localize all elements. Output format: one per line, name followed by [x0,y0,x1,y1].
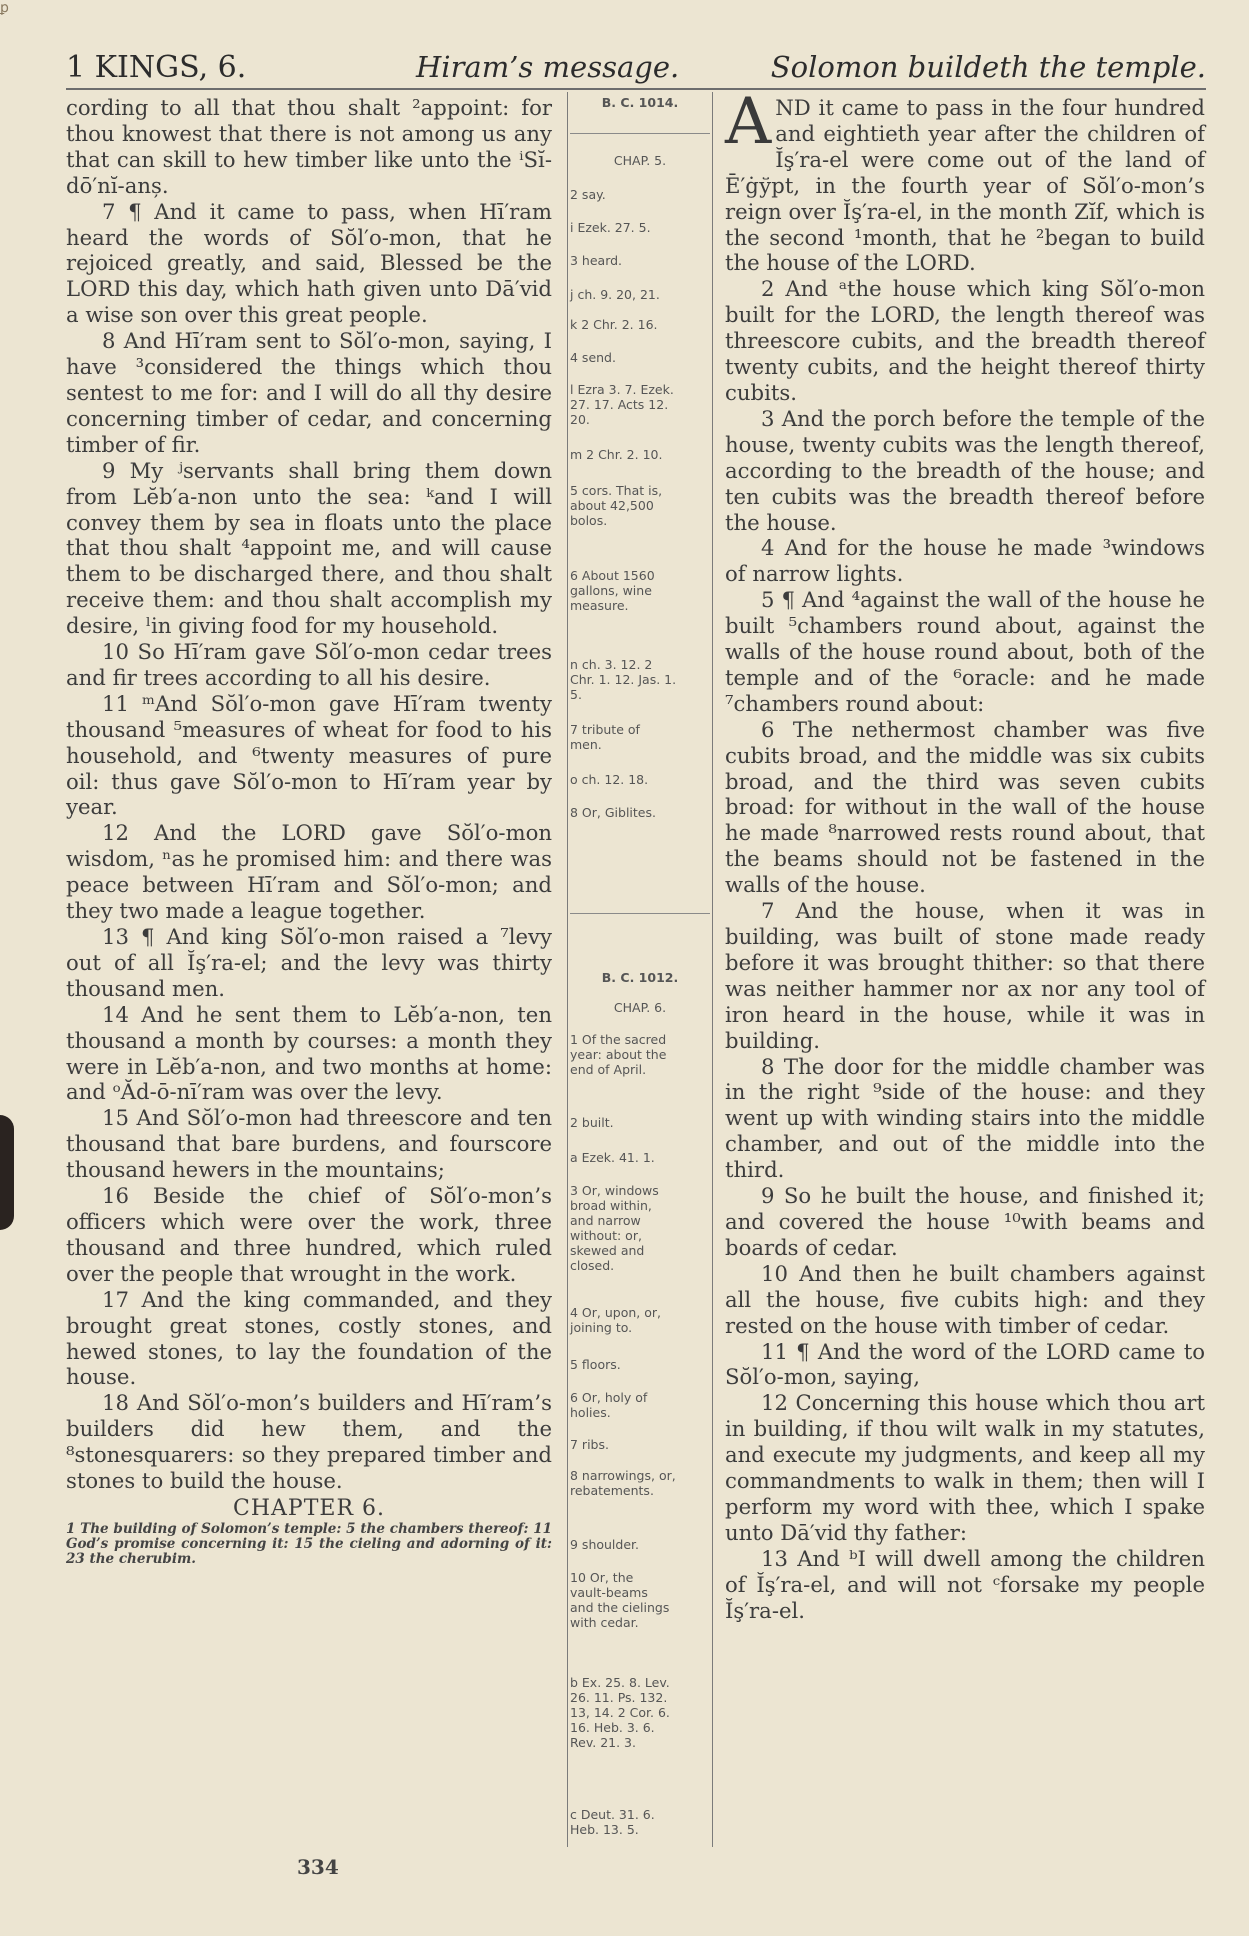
verse: 13 ¶ And king Sŏl′o-mon raised a ⁷levy out of all Ĭş′ra-el; and the levy was thirty thousand men. [66,924,552,1001]
margin-rule [570,133,710,134]
margin-date: B. C. 1014. [601,95,679,110]
page-number: 334 [297,1855,339,1879]
verse: 11 ᵐAnd Sŏl′o-mon gave Hī′ram twenty thousand ⁵measures of wheat for food to his household, and ⁶twenty measures of pure oil: thus gave Sŏl′o-mon to Hī′ram year by year. [66,690,552,820]
verse: 12 Concerning this house which thou art in building, if thou wilt walk in my statutes, and execute my judgments, and keep all my commandments to walk in them; then will I perform my word with thee, which I spake unto Dā′vid thy father: [725,1390,1205,1545]
margin-note: 5 floors. [570,1357,621,1372]
margin-note: 8 narrowings, or, rebatements. [570,1468,676,1498]
verse-opening [725,85,1205,276]
verse: 12 And the LORD gave Sŏl′o-mon wisdom, ⁿas he promised him: and there was peace between Hī′ram and Sŏl′o-mon; and they two made a league together. [66,820,552,924]
verse: 8 And Hī′ram sent to Sŏl′o-mon, saying, I have ³considered the things which thou sentest to me for: and I will do all thy desire concerning timber of cedar, and concerning timber of fir. [66,328,552,457]
verse: 11 ¶ And the word of the LORD came to Sŏl′o-mon, saying, [725,1338,1205,1390]
margin-note: 3 heard. [570,253,623,268]
verse-text: ND it came to pass in the four hundred and eightieth year after the children of Ĭş′ra-el were come out of the land of Ē′ġўpt, in the fourth year of Sŏl′o-mon’s reign over Ĭş′ra-el, in the month Zĭf, which is the second ¹month, that he ²began to build the house of the LORD. [725,95,1205,276]
verse: 18 And Sŏl′o-mon’s builders and Hī′ram’s builders did hew them, and the ⁸stonesquarers: so they prepared timber and stones to build the house. [66,1390,552,1494]
chapter-summary: 1 The building of Solomon’s temple: 5 the chambers thereof: 11 God’s promise concerning it: 15 the cieling and adorning of it: 23 the cherubim. [66,1520,552,1567]
center-reference-column [570,95,710,1855]
book-chapter-title: 1 KINGS, 6. [66,50,247,85]
column-divider-left [567,92,568,1847]
chapter-heading: CHAPTER 6. [233,1495,385,1521]
verse: 8 The door for the middle chamber was in the right ⁹side of the house: and they went up with winding stairs into the middle chamber, and out of the middle into the third. [725,1053,1205,1183]
margin-chapter: CHAP. 6. [613,1000,667,1015]
margin-note: 4 send. [570,350,616,365]
verse: 10 And then he built chambers against all the house, five cubits high: and they rested on the house with timber of cedar. [725,1260,1205,1338]
margin-note: 5 cors. That is, about 42,500 bolos. [570,483,663,528]
margin-note: 4 Or, upon, or, joining to. [570,1305,661,1335]
verse: 3 And the porch before the temple of the house, twenty cubits was the length thereof, according to the breadth of the house; and ten cubits was the breadth thereof before the house. [725,405,1205,535]
margin-note: l Ezra 3. 7. Ezek. 27. 17. Acts 12. 20. [570,382,674,427]
margin-note: c Deut. 31. 6. Heb. 13. 5. [570,1807,655,1837]
margin-note: 6 About 1560 gallons, wine measure. [570,568,655,613]
corner-mark: ꝑ [0,0,9,16]
right-text-column [725,85,1205,1623]
margin-note: 9 shoulder. [570,1537,639,1552]
section-title-left: Hiram’s message. [416,50,680,84]
margin-note: 2 built. [570,1115,614,1130]
verse: 4 And for the house he made ³windows of narrow lights. [725,535,1205,587]
section-title-right: Solomon buildeth the temple. [770,50,1206,84]
running-header [66,50,1206,90]
margin-rule [570,913,710,914]
verse: 10 So Hī′ram gave Sŏl′o-mon cedar trees and fir trees according to all his desire. [66,639,552,690]
margin-note: 10 Or, the vault-beams and the cielings with cedar. [570,1570,670,1630]
verse: 16 Beside the chief of Sŏl′o-mon’s officers which were over the work, three thousand and three hundred, which ruled over the people that wrought in the work. [66,1183,552,1286]
margin-note: 3 Or, windows broad within, and narrow without: or, skewed and closed. [570,1183,659,1273]
verse-continuation: cording to all that thou shalt ²appoint: for thou knowest that there is not among us any that can skill to hew timber like unto the ⁱSĭ-dō′nĭ-anș. [66,95,552,198]
verse: 13 And ᵇI will dwell among the children of Ĭş′ra-el, and will not ᶜforsake my people Ĭş′ra-el. [725,1545,1205,1623]
margin-note: b Ex. 25. 8. Lev. 26. 11. Ps. 132. 13, 14. 2 Cor. 6. 16. Heb. 3. 6. Rev. 21. 3. [570,1675,670,1750]
header-rule [66,88,1206,90]
verse: 9 So he built the house, and finished it; and covered the house ¹⁰with beams and boards of cedar. [725,1183,1205,1260]
margin-note: m 2 Chr. 2. 10. [570,447,663,462]
margin-note: 2 say. [570,187,606,202]
verse: 2 And ᵃthe house which king Sŏl′o-mon built for the LORD, the length thereof was threescore cubits, and the breadth thereof twenty cubits, and the height thereof thirty cubits. [725,276,1205,405]
verse: 6 The nethermost chamber was five cubits broad, and the middle was six cubits broad, and the third was seven cubits broad: for without in the wall of the house he made ⁸narrowed rests round about, that the beams should not be fastened in the walls of the house. [725,716,1205,898]
left-text-column [66,95,552,1567]
verse: 14 And he sent them to Lĕb′a-non, ten thousand a month by courses: a month they were in Lĕb′a-non, and two months at home: and ᵒĂd-ō-nī′ram was over the levy. [66,1001,552,1105]
margin-note: 7 ribs. [570,1437,609,1452]
drop-cap: A [725,85,772,159]
margin-chapter: CHAP. 5. [613,153,667,168]
margin-note: j ch. 9. 20, 21. [570,287,660,302]
verse: 7 And the house, when it was in building, was built of stone made ready before it was brought thither: so that there was neither hammer nor ax nor any tool of iron heard in the house, while it was in building. [725,898,1205,1053]
verse: 17 And the king commanded, and they brought great stones, costly stones, and hewed stones, to lay the foundation of the house. [66,1286,552,1390]
verse: 9 My ʲservants shall bring them down from Lĕb′a-non unto the sea: ᵏand I will convey them by sea in floats unto the place that thou shalt ⁴appoint me, and will cause them to be discharged there, and thou shalt receive them: and thou shalt accomplish my desire, ˡin giving food for my household. [66,457,552,639]
margin-note: n ch. 3. 12. 2 Chr. 1. 12. Jas. 1. 5. [570,657,677,702]
margin-note: a Ezek. 41. 1. [570,1150,655,1165]
margin-note: 6 Or, holy of holies. [570,1390,648,1420]
thumb-index-tab [0,1115,14,1230]
margin-date: B. C. 1012. [601,970,679,985]
margin-note: i Ezek. 27. 5. [570,220,651,235]
margin-note: k 2 Chr. 2. 16. [570,317,658,332]
verse: 15 And Sŏl′o-mon had threescore and ten thousand that bare burdens, and fourscore thousand hewers in the mountains; [66,1105,552,1183]
margin-note: 8 Or, Giblites. [570,805,656,820]
column-divider-right [712,92,713,1847]
margin-note: o ch. 12. 18. [570,772,649,787]
verse: 7 ¶ And it came to pass, when Hī′ram heard the words of Sŏl′o-mon, that he rejoiced greatly, and said, Blessed be the LORD this day, which hath given unto Dā′vid a wise son over this great people. [66,198,552,328]
verse: 5 ¶ And ⁴against the wall of the house he built ⁵chambers round about, against the walls of the house round about, both of the temple and of the ⁶oracle: and he made ⁷chambers round about: [725,587,1205,716]
margin-note: 7 tribute of men. [570,722,640,752]
margin-note: 1 Of the sacred year: about the end of April. [570,1032,667,1077]
